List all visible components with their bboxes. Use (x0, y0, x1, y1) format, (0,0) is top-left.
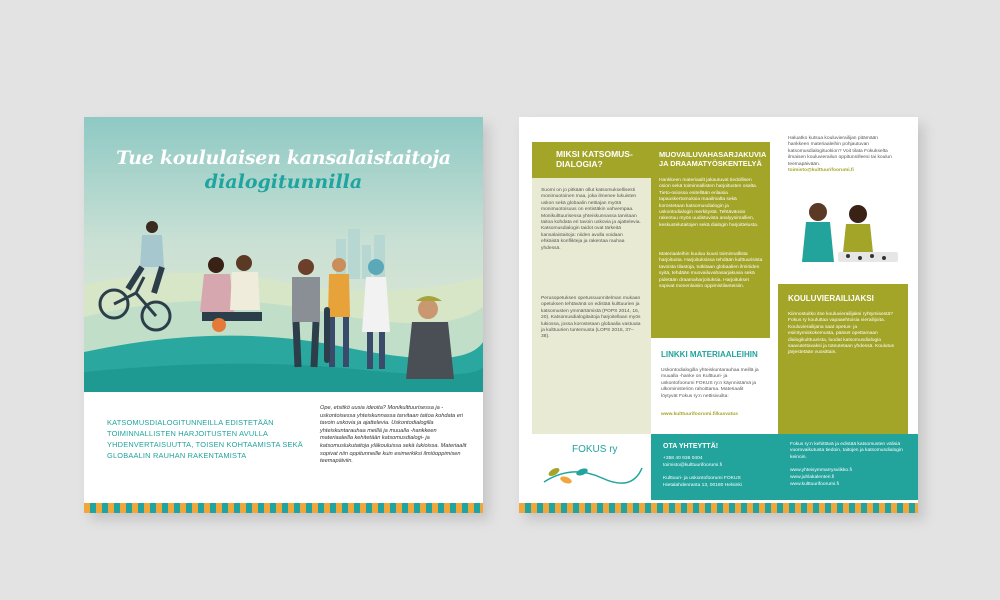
brochure-title: Tue koululaisen kansalaistaitoja (116, 147, 451, 169)
decorative-stripe (519, 503, 918, 513)
brochure-front-page (84, 117, 483, 513)
heading-muovailuvaha: MUOVAILUVAHASARJAKUVIA JA DRAAMATYÖSKENTELYÄ (659, 150, 767, 168)
link-kulttuurifoorumi[interactable]: www.kulttuurifoorumi.fi (790, 482, 839, 487)
contact-address: Hietalahdenranta 13, 00180 Helsinki (663, 483, 742, 488)
decorative-stripe (84, 503, 483, 513)
section-linkki: LINKKI MATERIAALEIHIN Uskontodialogilla yhteiskuntarauhaa meillä ja muualla -hanke on Kulttuuri- ja uskontofoorumi FOKUS ry:n käynnistämä ja ulkoministeriön rahoittama. Materiaalit löytyvät Fokus ry:n nettisivuilta: www.kulttuurifoorumi.fi/kasvatus (651, 338, 770, 434)
section-miksi (532, 142, 651, 178)
logo-area (532, 434, 651, 494)
column-miksi-body: Suomi on jo pitkään ollut katsomuksellisesti monimuotoinen maa, joka ilmenee lukuisten uskon sekä globaalin nettiajan myötä monimuotoisuus on entistäkin vahvempaa. Monikulttuurisessa yhteiskunnassa tarvitaan taitoa kohdata eri tavoin uskovia ja ajattelevia. Katsomusdialogin taidot ovat tärkeitä kansalaistaitoja: niiden avulla voidaan ehkäistä konflikteja ja rakentaa rauhaa yhdessä. Perusopetuksen opetussuunnitelman mukaan opetuksen tehtävänä on edistää kulttuurien ja katsomusten ymmärtämistä (POPS 2014, 16, 20). Katsomusdialogitaitoja harjoitellaan myös lukiossa, jossa korostetaan globaalia vastuuta ja kulttuurien tuntemusta (LOPS 2015, 37–38). (532, 178, 651, 434)
contact-email[interactable]: toimisto@kulttuurifoorumi.fi (663, 463, 723, 468)
brochure-subtitle: dialogitunnilla (204, 171, 363, 193)
contact-phone[interactable]: +358 40 936 0404 (663, 456, 703, 461)
contact-email-link[interactable]: toimisto@kulttuurifoorumi.fi (788, 168, 854, 173)
contact-org: Kulttuuri- ja uskontofoorumi FOKUS (663, 476, 741, 481)
section-contact (651, 434, 778, 500)
heading-miksi: MIKSI KATSOMUS-DIALOGIA? (556, 149, 633, 169)
fokus-logo (532, 434, 651, 494)
heading-contact: OTA YHTEYTTÄ! (663, 443, 719, 450)
heading-linkki: LINKKI MATERIAALEIHIN (661, 350, 758, 359)
section-kutsu: Haluatko kutsua kouluvierailijan pitämään hankkeen materiaaleihin pohjautuvan katsomusdialogituokion? Voit tilata Fokukselta ilmaisen kouluvierailun oppitunnilleesi tai koulun teemapäivään. toimisto@kulttuurifoorumi.fi (778, 132, 908, 282)
materials-link[interactable]: www.kulttuurifoorumi.fi/kasvatus (661, 412, 738, 417)
link-yhteisymmarrys[interactable]: www.yhteisymmarrysviikko.fi (790, 468, 852, 473)
section-muovailuvaha: MUOVAILUVAHASARJAKUVIA JA DRAAMATYÖSKENTELYÄ Hankkeen materiaalit jakautuvat tiedollisen osion sekä toiminnallisten harjoitusten osalta. Tieto-osiossa esitellään erilaisia tapauskertomuksia maailmalta sekä korostetaan katsomusdialogin ja uskontodialogin merkitystä. Tehtäväosio rakentuu myös uudistuvista analyysimallien, keskustelutaitojen sekä dialogin harjoittelusta. Materiaaleihin kuuluu kuusi toiminnallista harjoitusta. Harjoituksissa tehdään kulttuurisista tavoista tilastoja, tutkitaan globaalien ilmiöiden syitä, tehdään muovailuvahasarjakuvia sekä pidetään draamaharjoituksia. Harjoitukset sopivat monenlaisiin oppimistilanteisiin. (651, 142, 770, 338)
section-footer-info: Fokus ry:n kehittävä ja edistää katsomusten välisiä vuorovaikutusta tiedoin, taitojen ja katsomusdialogin keinoin. www.yhteisymmarrysviikko.fi www.juhlakalenteri.fi www.kulttuurifoorumi.fi (778, 434, 918, 500)
intro-text: Ope, etsitkö uusia ideoita? Monikulttuurisessa ja -uskontoisessa yhteiskunnassa tarvitaan taitoa kohdata eri tavoin uskovia ja ajattelevia. Uskontodialogilla yhteiskuntarauhaa meillä ja muualla -hankkeen materiaaleilla kehitetään katsomusdialogi- ja katsomuslukutaitoja yläkouluissa sekä lukioissa. Materiaalit sopivat niin oppitunneille kuin esimerkiksi ilmiöoppimisen teemapäiviin. (320, 405, 467, 465)
heading-kouluvierailijaksi: KOULUVIERAILIJAKSI (788, 294, 874, 303)
hero-illustration (84, 117, 483, 392)
kids-illustration (778, 182, 908, 282)
section-kouluvierailijaksi: KOULUVIERAILIJAKSI Kiinnostuitko itse kouluvierailijaksi ryhtymisestä? Fokus ry kouluttaa vapaaehtoisia vierailijoita. Kouluvierailijana saat opetus- ja esiintymiskokemusta, pääset opettamaan dialogikulttuurista, luodat katsomusdialogia saavutettavaksi ja toteutetaan yhdessä. Koulutus järjestetään vuosittain. (778, 284, 908, 434)
logo-text: FOKUS ry (572, 444, 618, 455)
link-juhlakalenteri[interactable]: www.juhlakalenteri.fi (790, 475, 835, 480)
brochure-back-page (519, 117, 918, 513)
lead-text: KATSOMUSDIALOGITUNNEILLA EDISTETÄÄN TOIMINNALLISTEN HARJOITUSTEN AVULLA YHDENVERTAISUUTTA, TOISEN KOHTAAMISTA SEKÄ GLOBAALIN RAUHAN RAKENTAMISTA (107, 418, 303, 460)
